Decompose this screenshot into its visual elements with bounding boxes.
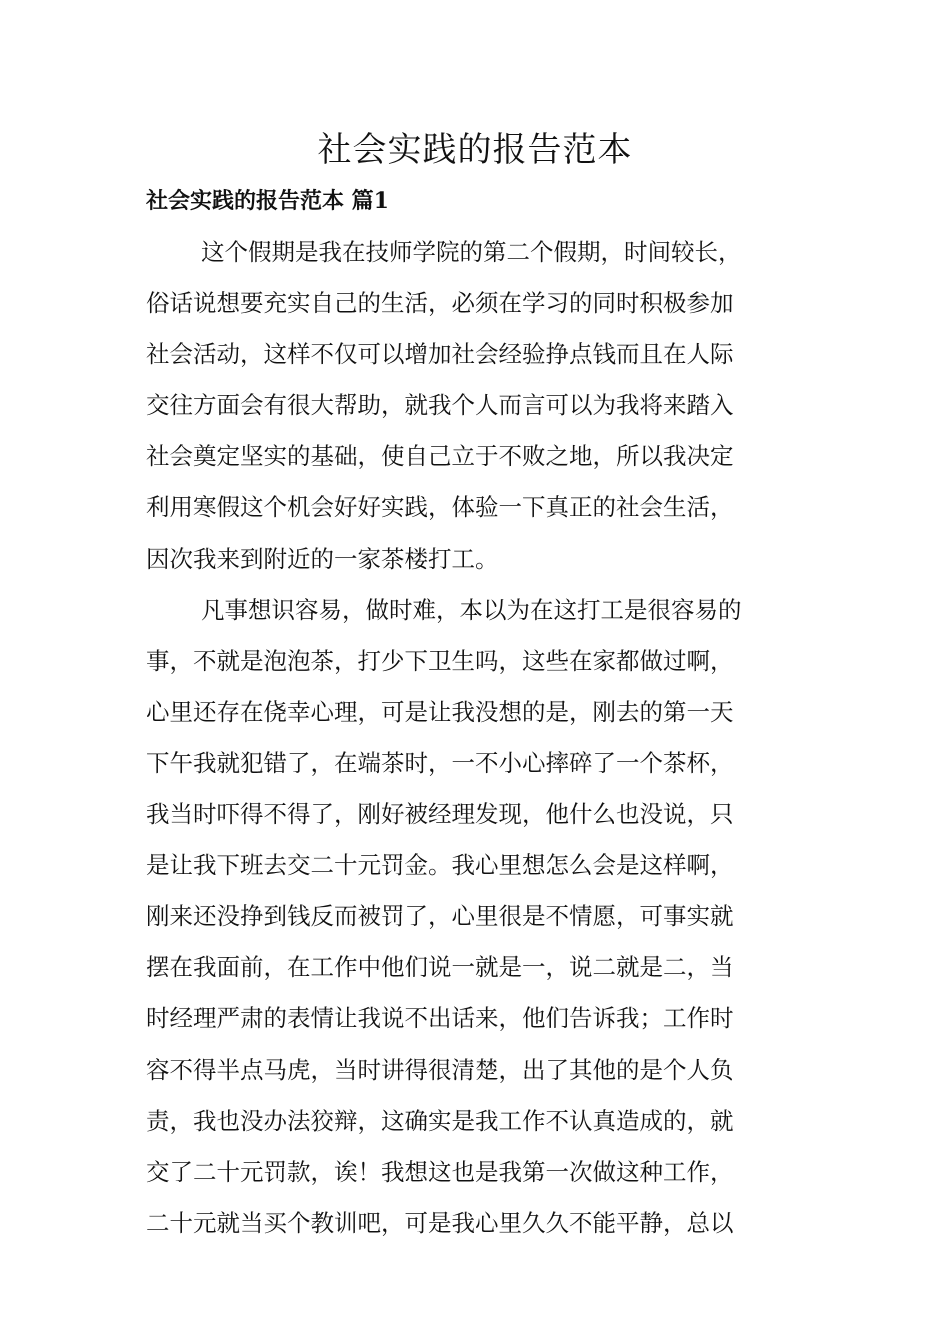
paragraph-line: 我当时吓得不得了，刚好被经理发现，他什么也没说，只 <box>146 800 734 829</box>
paragraph-line: 这个假期是我在技师学院的第二个假期，时间较长， <box>201 238 742 266</box>
paragraph-line: 俗话说想要充实自己的生活，必须在学习的同时积极参加 <box>146 289 734 318</box>
paragraph-line: 交往方面会有很大帮助，就我个人而言可以为我将来踏入 <box>146 391 734 420</box>
paragraph-line: 事，不就是泡泡茶，打少下卫生吗，这些在家都做过啊， <box>146 646 734 675</box>
paragraph-line: 因次我来到附近的一家茶楼打工。 <box>146 544 499 573</box>
paragraph-line: 摆在我面前，在工作中他们说一就是一，说二就是二，当 <box>146 953 734 982</box>
paragraph-line: 时经理严肃的表情让我说不出话来，他们告诉我；工作时 <box>146 1004 734 1033</box>
paragraph-line: 二十元就当买个教训吧，可是我心里久久不能平静，总以 <box>146 1208 734 1237</box>
paragraph-line: 社会奠定坚实的基础，使自己立于不败之地，所以我决定 <box>146 442 734 471</box>
paragraph-line: 下午我就犯错了，在端茶时，一不小心摔碎了一个茶杯， <box>146 748 734 777</box>
paragraph-line: 凡事想识容易，做时难，本以为在这打工是很容易的 <box>201 595 742 624</box>
paragraph-line: 社会活动，这样不仅可以增加社会经验挣点钱而且在人际 <box>146 340 734 369</box>
section-heading: 社会实践的报告范本 篇1 <box>146 188 389 214</box>
paragraph-line: 是让我下班去交二十元罚金。我心里想怎么会是这样啊， <box>146 851 734 880</box>
paragraph-line: 心里还存在侥幸心理，可是让我没想的是，刚去的第一天 <box>146 697 734 726</box>
paragraph-2 <box>146 585 806 1249</box>
paragraph-1 <box>146 227 806 585</box>
paragraph-line: 刚来还没挣到钱反而被罚了，心里很是不情愿，可事实就 <box>146 902 734 931</box>
paragraph-line: 容不得半点马虎，当时讲得很清楚，出了其他的是个人负 <box>146 1055 734 1084</box>
paragraph-line: 交了二十元罚款，诶！我想这也是我第一次做这种工作， <box>146 1157 734 1186</box>
paragraph-line: 责，我也没办法狡辩，这确实是我工作不认真造成的，就 <box>146 1106 734 1135</box>
document-title: 社会实践的报告范本 <box>317 130 633 170</box>
document-body <box>146 227 806 1249</box>
paragraph-line: 利用寒假这个机会好好实践，体验一下真正的社会生活， <box>146 493 734 522</box>
